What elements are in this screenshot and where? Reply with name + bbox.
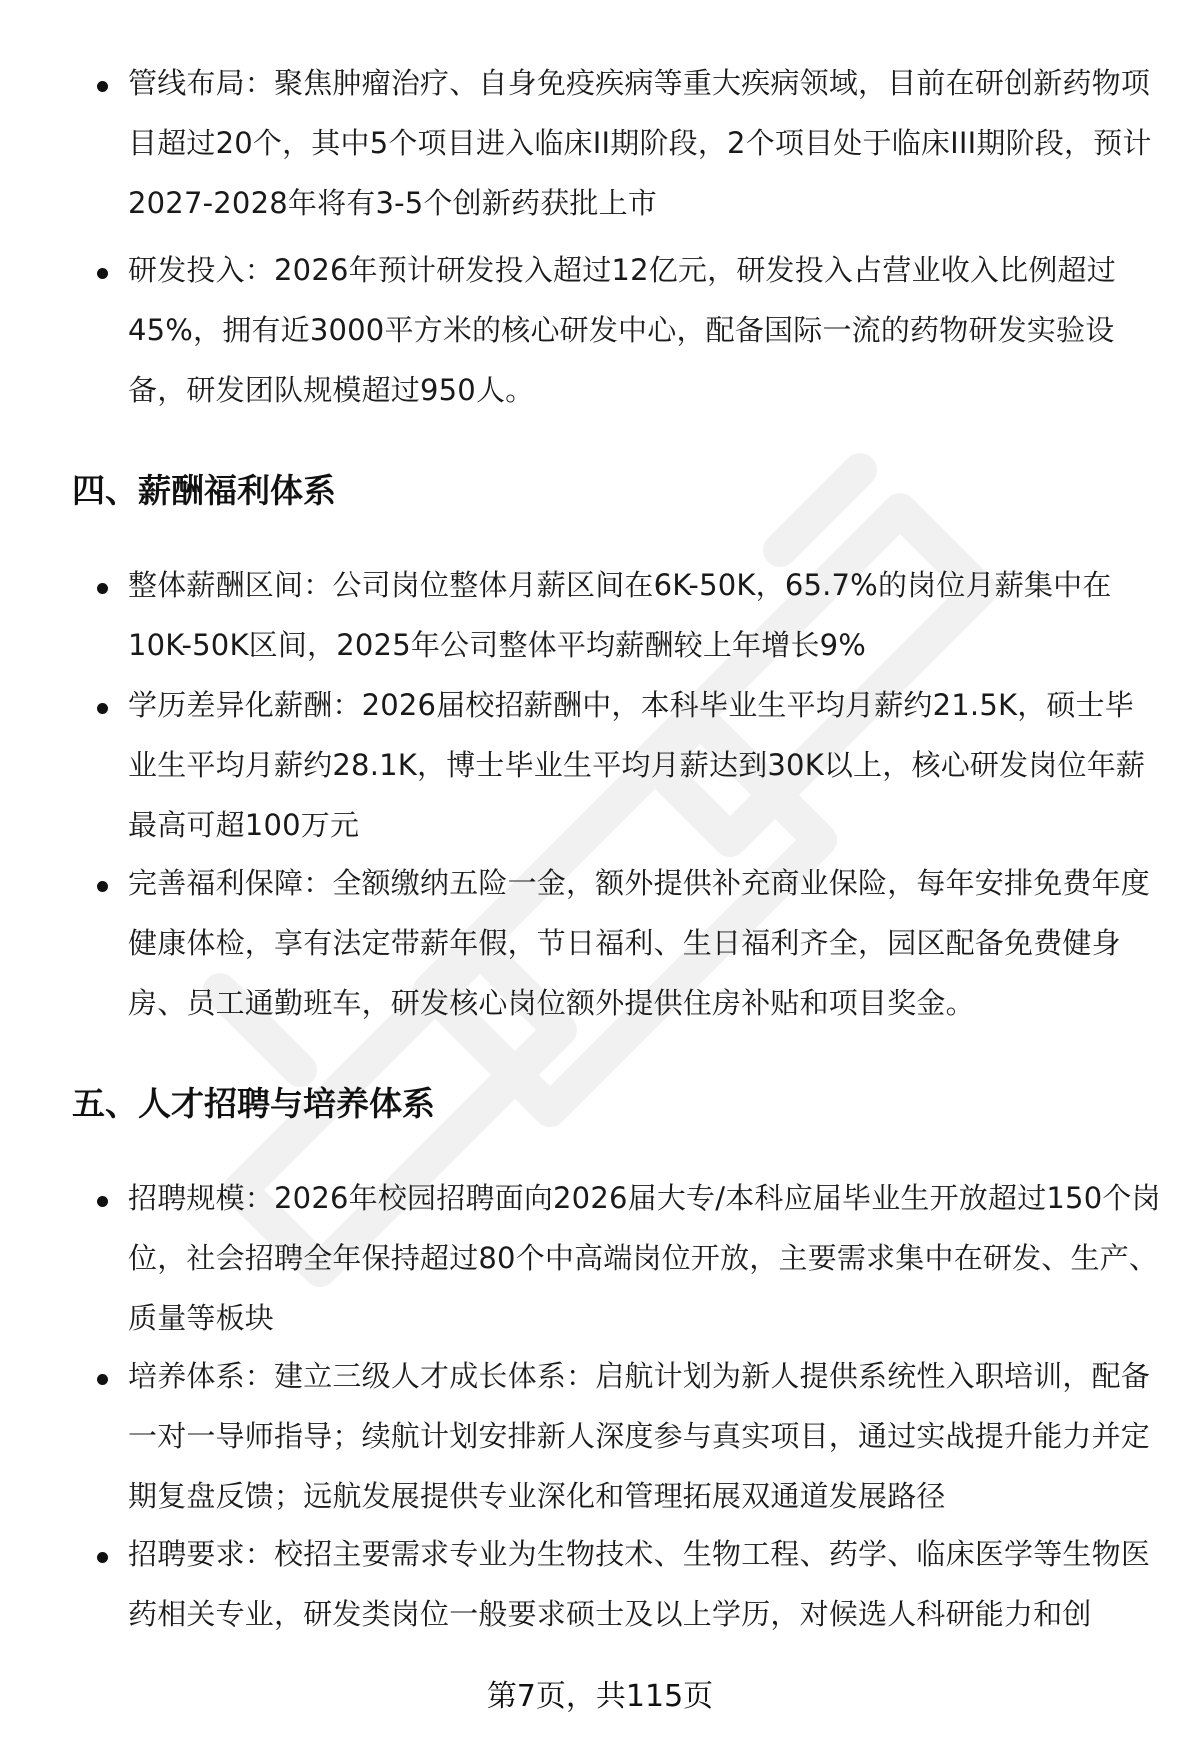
section-heading: 五、人才招聘与培养体系 [72, 1084, 435, 1123]
bullet-icon [97, 703, 108, 714]
list-item-text: 培养体系：建立三级人才成长体系：启航计划为新人提供系统性入职培训，配备一对一导师指导；续航计划安排新人深度参与真实项目，通过实战提升能力并定期复盘反馈；远航发展提供专业深化和管理拓展双通道发展路径 [128, 1359, 1151, 1513]
list-item-text: 招聘规模：2026年校园招聘面向2026届大专/本科应届毕业生开放超过150个岗位，社会招聘全年保持超过80个中高端岗位开放，主要需求集中在研发、生产、质量等板块 [128, 1181, 1161, 1335]
page-number: 第7页，共115页 [486, 1679, 714, 1714]
bullet-icon [97, 1552, 108, 1563]
list-item-text: 研发投入：2026年预计研发投入超过12亿元，研发投入占营业收入比例超过45%，拥有近3000平方米的核心研发中心，配备国际一流的药物研发实验设备，研发团队规模超过950人。 [128, 253, 1116, 407]
bullet-icon [97, 1374, 108, 1385]
list-item-text: 管线布局：聚焦肿瘤治疗、自身免疫疾病等重大疾病领域，目前在研创新药物项目超过20个，其中5个项目进入临床II期阶段，2个项目处于临床III期阶段，预计2027-2028年将有3-5个创新药获批上市 [128, 66, 1152, 220]
bullet-icon [97, 583, 108, 594]
bullet-icon [97, 881, 108, 892]
list-item-text: 完善福利保障：全额缴纳五险一金，额外提供补充商业保险，每年安排免费年度健康体检，享有法定带薪年假，节日福利、生日福利齐全，园区配备免费健身房、员工通勤班车，研发核心岗位额外提供住房补贴和项目奖金。 [128, 866, 1151, 1020]
list-item-text: 整体薪酬区间：公司岗位整体月薪区间在6K-50K，65.7%的岗位月薪集中在10K-50K区间，2025年公司整体平均薪酬较上年增长9% [128, 568, 1112, 662]
bullet-icon [97, 268, 108, 279]
list-item-text: 学历差异化薪酬：2026届校招薪酬中，本科毕业生平均月薪约21.5K，硕士毕业生平均月薪约28.1K，博士毕业生平均月薪达到30K以上，核心研发岗位年薪最高可超100万元 [128, 688, 1146, 842]
list-item-text: 招聘要求：校招主要需求专业为生物技术、生物工程、药学、临床医学等生物医药相关专业，研发类岗位一般要求硕士及以上学历，对候选人科研能力和创 [128, 1537, 1151, 1631]
bullet-icon [97, 81, 108, 92]
bullet-icon [97, 1196, 108, 1207]
section-heading: 四、薪酬福利体系 [72, 471, 336, 510]
